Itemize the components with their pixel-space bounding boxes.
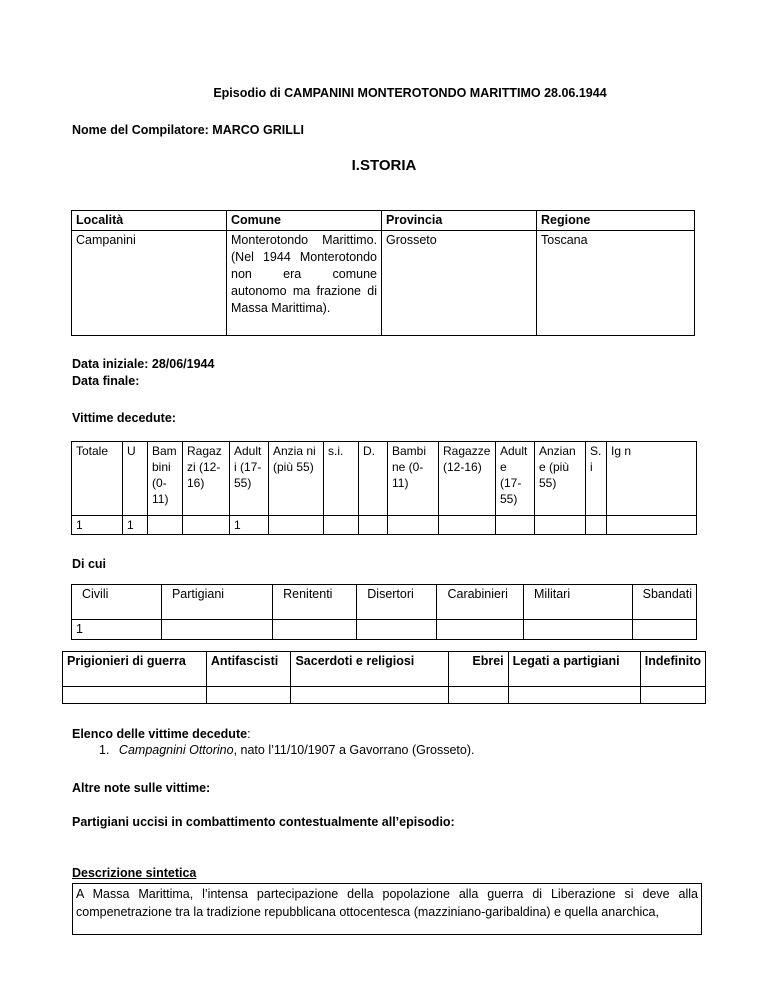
- victims-cell: 1: [230, 516, 269, 535]
- victims-header: Anzian e (più 55): [535, 442, 586, 516]
- victims-cell: [324, 516, 359, 535]
- victims-table: [71, 441, 697, 535]
- victims-cell: 1: [123, 516, 148, 535]
- victim-list-item: [99, 743, 474, 757]
- di-cui-label: Di cui: [72, 557, 107, 571]
- location-table: [71, 210, 695, 336]
- category-header: Ebrei: [448, 652, 508, 687]
- category-header: Sbandati: [632, 585, 696, 620]
- category-header: Carabinieri: [437, 585, 524, 620]
- partisans-label: Partigiani uccisi in combattimento contestualmente all’episodio:: [72, 815, 455, 829]
- location-header-provincia: Provincia: [382, 211, 537, 231]
- category-header: Sacerdoti e religiosi: [291, 652, 448, 687]
- category-cell: [508, 687, 640, 704]
- victims-header: s.i.: [324, 442, 359, 516]
- victims-header: D.: [359, 442, 388, 516]
- location-header-localita: Località: [72, 211, 227, 231]
- location-value-provincia: Grosseto: [382, 231, 537, 336]
- category-header: Militari: [524, 585, 633, 620]
- victims-header: Adult e (17-55): [496, 442, 535, 516]
- victims-cell: 1: [72, 516, 123, 535]
- victims-header: Bam bini (0-11): [148, 442, 183, 516]
- victims-header: Bambi ne (0-11): [388, 442, 439, 516]
- victims-header: S. i: [586, 442, 607, 516]
- other-notes-label: Altre note sulle vittime:: [72, 781, 211, 795]
- victims-cell: [586, 516, 607, 535]
- category-cell: [632, 620, 696, 640]
- category-cell: [448, 687, 508, 704]
- description-text: A Massa Marittima, l’intensa partecipazione della popolazione alla guerra di Liberazione si deve alla compenetrazione tra la tradizione repubblicana ottocentesca (mazziniano-garibaldina) e quella anarchica,: [72, 883, 702, 935]
- victim-list-heading: [72, 727, 251, 741]
- victims-header: Ragazze (12-16): [439, 442, 496, 516]
- category-cell: [640, 687, 705, 704]
- category-header: Legati a partigiani: [508, 652, 640, 687]
- category-header: Civili: [72, 585, 162, 620]
- category-cell: [291, 687, 448, 704]
- victims-header: U: [123, 442, 148, 516]
- victims-header: Ragaz zi (12-16): [183, 442, 230, 516]
- start-date: Data iniziale: 28/06/1944: [72, 357, 215, 371]
- category-header: Disertori: [357, 585, 437, 620]
- victims-cell: [496, 516, 535, 535]
- victim-details: , nato l’11/10/1907 a Gavorrano (Grosseto).: [233, 743, 475, 757]
- victims-cell: [388, 516, 439, 535]
- category-cell: [63, 687, 207, 704]
- victim-list-label: Elenco delle vittime decedute: [72, 727, 248, 741]
- category-header: Partigiani: [161, 585, 272, 620]
- victims-cell: [148, 516, 183, 535]
- location-value-comune: Monterotondo Marittimo. (Nel 1944 Monterotondo non era comune autonomo ma frazione di Massa Marittima).: [227, 231, 382, 336]
- victim-number: 1.: [99, 743, 110, 757]
- section-title: I.STORIA: [351, 157, 417, 174]
- victims-cell: [439, 516, 496, 535]
- category-cell: [524, 620, 633, 640]
- location-header-comune: Comune: [227, 211, 382, 231]
- category-header: Antifascisti: [206, 652, 291, 687]
- victims-header: Totale: [72, 442, 123, 516]
- victim-list-label-suffix: :: [247, 727, 251, 741]
- location-value-regione: Toscana: [537, 231, 695, 336]
- victims-cell: [269, 516, 324, 535]
- victims-header: Ig n: [607, 442, 697, 516]
- victims-header: Adult i (17-55): [230, 442, 269, 516]
- category-cell: [161, 620, 272, 640]
- victims-label: Vittime decedute:: [72, 411, 176, 425]
- victims-cell: [535, 516, 586, 535]
- location-header-regione: Regione: [537, 211, 695, 231]
- category-table-1: [71, 584, 697, 640]
- category-header: Renitenti: [273, 585, 357, 620]
- victims-cell: [359, 516, 388, 535]
- category-header: Prigionieri di guerra: [63, 652, 207, 687]
- description-label: Descrizione sintetica: [72, 866, 197, 880]
- end-date: Data finale:: [72, 374, 140, 388]
- category-cell: 1: [72, 620, 162, 640]
- category-cell: [437, 620, 524, 640]
- category-cell: [357, 620, 437, 640]
- victims-cell: [607, 516, 697, 535]
- victim-name: Campagnini Ottorino: [118, 743, 234, 757]
- category-table-2: [62, 651, 706, 704]
- episode-title: Episodio di CAMPANINI MONTEROTONDO MARITTIMO 28.06.1944: [213, 86, 607, 100]
- victims-cell: [183, 516, 230, 535]
- compiler-name: Nome del Compilatore: MARCO GRILLI: [72, 123, 304, 137]
- location-value-localita: Campanini: [72, 231, 227, 336]
- victims-header: Anzia ni (più 55): [269, 442, 324, 516]
- category-cell: [206, 687, 291, 704]
- category-header: Indefinito: [640, 652, 705, 687]
- category-cell: [273, 620, 357, 640]
